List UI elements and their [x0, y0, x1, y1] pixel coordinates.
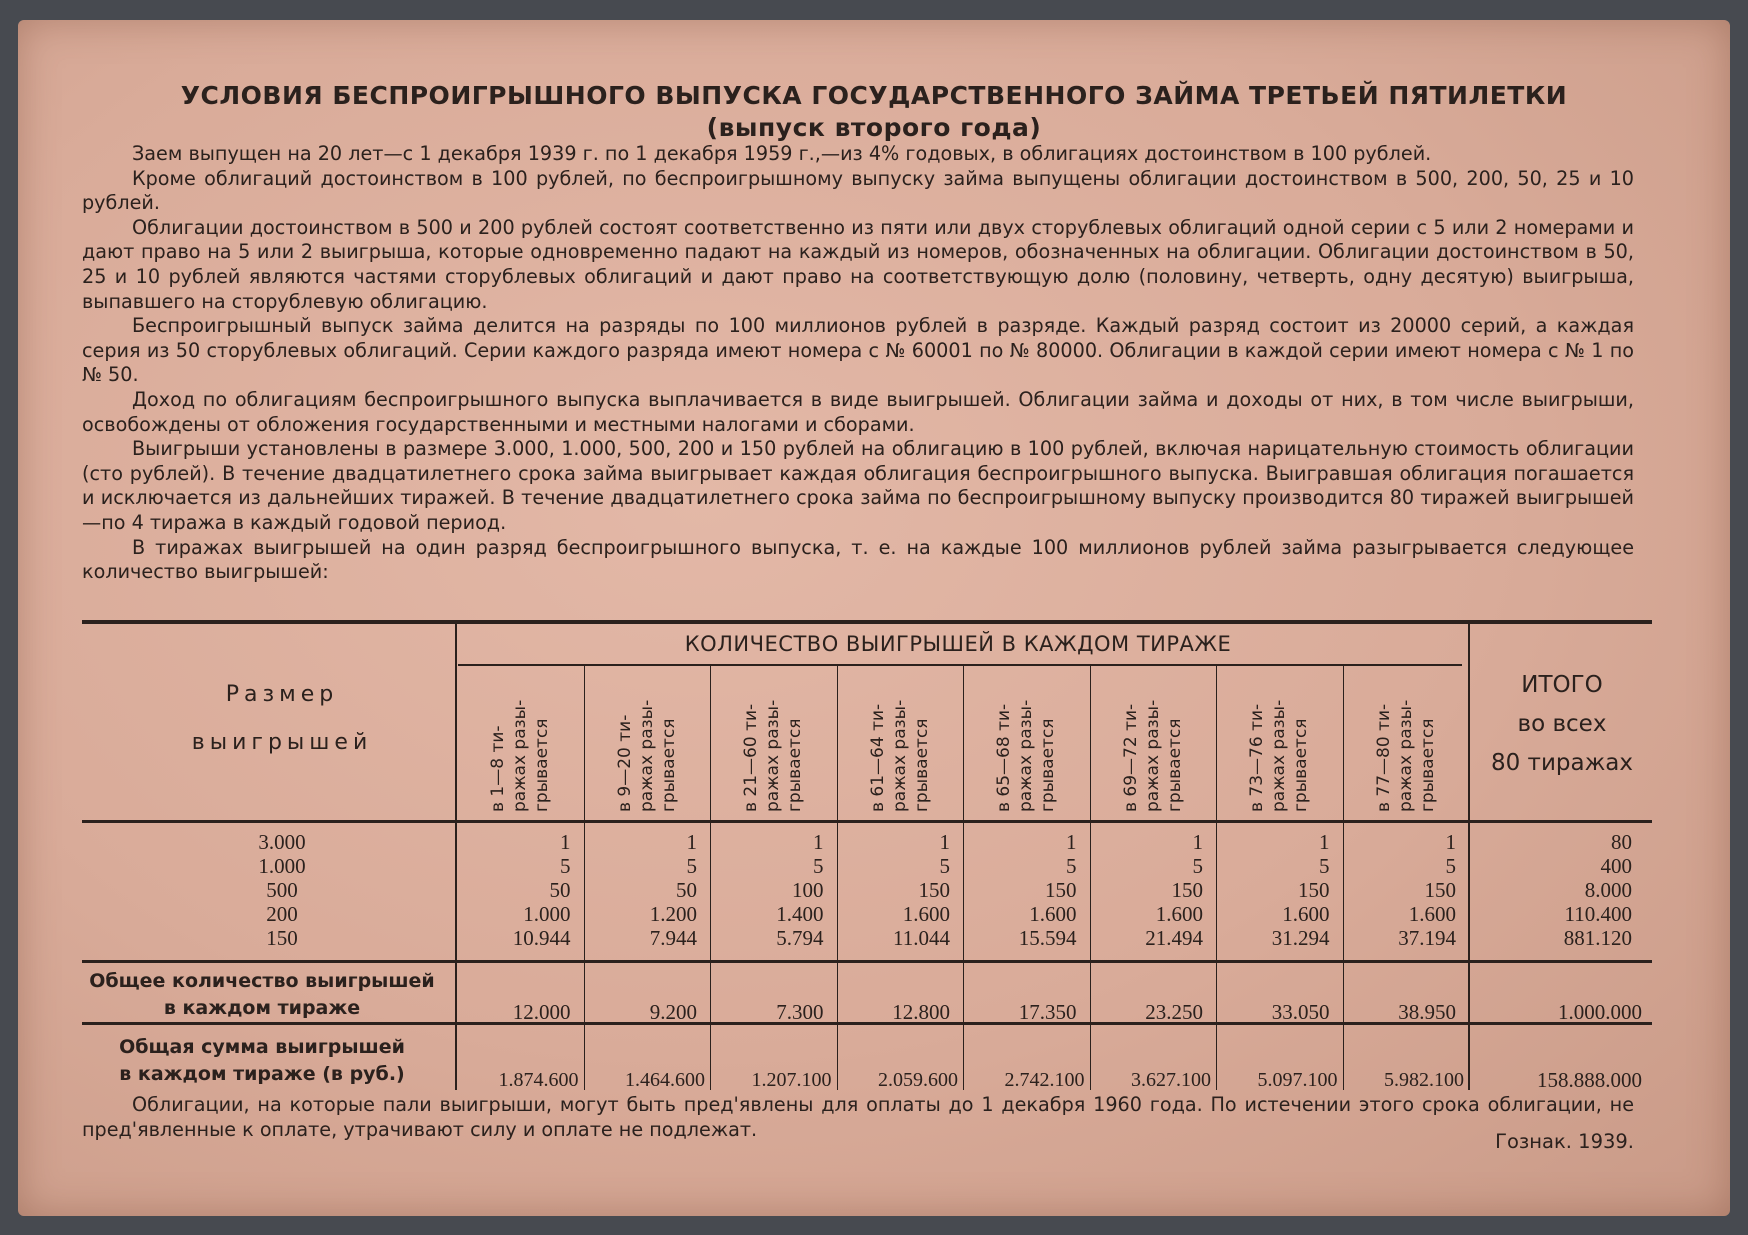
table-cell: 150 [1045, 878, 1077, 902]
row-total: 881.120 [1563, 926, 1632, 950]
total-header [1472, 666, 1652, 783]
table-cell: 31.294 [1271, 926, 1330, 950]
sum-cell: 1.874.600 [498, 1069, 579, 1091]
table-cell: 1 [939, 830, 950, 854]
table-cell: 150 [1424, 878, 1456, 902]
sum-label-line-2: в каждом тираже (в руб.) [119, 1063, 405, 1085]
sum-cell: 1.207.100 [751, 1069, 832, 1091]
table-cell: 150 [918, 878, 950, 902]
column-header-line: грывается [532, 718, 552, 812]
column-header-line: в 65—68 ти- [994, 703, 1014, 812]
column-header-line: ражах разы- [1269, 699, 1289, 812]
table-cell: 15.594 [1018, 926, 1077, 950]
row-prize-size: 200 [266, 902, 298, 926]
column-header [585, 668, 709, 812]
table-left-divider [455, 624, 457, 1090]
row-total: 400 [1600, 854, 1632, 878]
title-line: УСЛОВИЯ БЕСПРОИГРЫШНОГО ВЫПУСКА ГОСУДАРСТВЕННОГО ЗАЙМА ТРЕТЬЕЙ ПЯТИЛЕТКИ [180, 81, 1568, 110]
sum-cell: 2.059.600 [878, 1069, 958, 1091]
count-cell: 23.250 [1145, 1000, 1203, 1024]
table-cell: 1.600 [1282, 902, 1330, 926]
paragraph-term: Заем выпущен на 20 лет—с 1 декабря 1939 г. по 1 декабря 1959 г.,—из 4% годовых, в облигациях достоинством в 100 рублей. [132, 142, 1432, 165]
paragraph-series: Беспроигрышный выпуск займа делится на разряды по 100 миллионов рублей в разряде. Каждый разряд состоит из 20000 серий, а каждая серия из 50 сторублевых облигаций. Серии каждого разряда имеют номера с № 60001 по № 80000. Облигации в каждой серии имеют номера с № 1 по № 50. [82, 314, 1634, 387]
table-cell: 5 [1319, 854, 1330, 878]
paragraph-draws: В тиражах выигрышей на один разряд беспроигрышного выпуска, т. е. на каждые 100 миллионов рублей займа разыгрывается следующее количество выигрышей: [82, 535, 1634, 584]
count-cell: 33.050 [1271, 1000, 1330, 1024]
total-header-line-3: 80 тиражах [1490, 750, 1634, 776]
row-total: 110.400 [1564, 902, 1632, 926]
table-right-divider [1468, 624, 1470, 1090]
column-header [458, 668, 582, 812]
count-label-line-2: в каждом тираже [163, 997, 361, 1019]
table-cell: 5 [939, 854, 950, 878]
column-header-text [487, 668, 553, 812]
total-header-line-1: ИТОГО [1521, 672, 1603, 698]
footer-text [82, 1092, 1634, 1142]
table-cell: 1.200 [649, 902, 697, 926]
table-cell: 5 [686, 854, 697, 878]
table-cell: 1 [1319, 830, 1330, 854]
group-header: КОЛИЧЕСТВО ВЫИГРЫШЕЙ В КАЖДОМ ТИРАЖЕ [684, 632, 1232, 656]
count-cell: 9.200 [649, 1000, 697, 1024]
group-header-underline [458, 664, 1462, 666]
column-header-line: грывается [785, 718, 805, 812]
paragraph-winnings: Выигрыши установлены в размере 3.000, 1.000, 500, 200 и 150 рублей на облигацию в 100 рублей, включая нарицательную стоимость облигации (сто рублей). В течение двадцатилетнего срока займа выигрывает каждая облигация беспроигрышного выпуска. Выигравшая облигация погашается и исключается из дальнейших тиражей. В течение двадцатилетнего срока займа по беспроигрышному выпуску производится 80 тиражей выигрышей—по 4 тиража в каждый годовой период. [82, 437, 1634, 534]
winnings-table [82, 620, 1652, 1094]
column-header-line: грывается [1417, 718, 1438, 812]
sum-label-line-1: Общая сумма выигрышей [119, 1036, 405, 1058]
table-cell: 1.600 [902, 902, 950, 926]
row-total: 80 [1611, 830, 1632, 854]
column-header-text [614, 668, 680, 812]
column-header [711, 668, 835, 812]
column-header [964, 668, 1088, 812]
column-header-line: в 69—72 ти- [1120, 703, 1141, 812]
count-cell: 12.000 [512, 1000, 571, 1024]
table-cell: 10.944 [512, 926, 571, 950]
table-cell: 1 [1192, 830, 1203, 854]
table-cell: 150 [1171, 878, 1203, 902]
count-total: 1.000.000 [1558, 1000, 1642, 1024]
table-cell: 1.600 [1155, 902, 1203, 926]
row-total: 8.000 [1584, 878, 1632, 902]
row-prize-size: 500 [266, 878, 298, 902]
table-cell: 1 [686, 830, 697, 854]
count-cell: 38.950 [1398, 1000, 1456, 1024]
column-header-text [993, 668, 1059, 812]
column-header-line: в 1—8 ти- [488, 725, 508, 812]
table-cell: 1.000 [523, 902, 571, 926]
column-header-line: в 61—64 ти- [867, 703, 888, 812]
column-header-text [867, 668, 933, 812]
count-row-label [82, 968, 442, 1022]
table-cell: 100 [792, 878, 824, 902]
column-header-line: грывается [1291, 718, 1311, 812]
count-cell: 12.800 [892, 1000, 950, 1024]
column-header-text [1120, 668, 1186, 812]
table-cell: 11.044 [893, 926, 950, 950]
sum-cell: 5.982.100 [1384, 1069, 1464, 1091]
table-cell: 1 [1066, 830, 1077, 854]
table-cell: 5 [560, 854, 571, 878]
sum-cell: 1.464.600 [625, 1069, 705, 1091]
column-header-line: ражах разы- [889, 699, 910, 812]
count-cell: 7.300 [776, 1000, 824, 1024]
table-cell: 1.600 [1408, 902, 1456, 926]
column-header-line: ражах разы- [636, 699, 657, 812]
row-prize-size: 3.000 [258, 830, 306, 854]
column-header [1217, 668, 1341, 812]
sum-row-label [82, 1034, 442, 1088]
row-prize-size: 150 [266, 926, 298, 950]
count-label-line-1: Общее количество выигрышей [89, 970, 435, 992]
document-title [18, 80, 1730, 144]
table-cell: 7.944 [649, 926, 697, 950]
column-header-line: ражах разы- [510, 699, 530, 812]
table-header-divider [82, 820, 1652, 823]
table-cell: 1.600 [1029, 902, 1077, 926]
column-header [1344, 668, 1468, 812]
printer-imprint: Гознак. 1939. [1495, 1130, 1634, 1153]
column-header-line: в 77—80 ти- [1373, 703, 1394, 812]
column-header-line: ражах разы- [763, 699, 783, 812]
column-header-line: грывается [1038, 718, 1058, 812]
column-header-text [1373, 668, 1439, 812]
table-cell: 5 [1066, 854, 1077, 878]
table-cell: 5 [813, 854, 824, 878]
size-header-line-1: Размер [225, 682, 339, 707]
table-cell: 1.400 [776, 902, 824, 926]
subtitle-line: (выпуск второго года) [706, 113, 1042, 142]
footer-paragraph: Облигации, на которые пали выигрыши, могут быть пред'явлены для оплаты до 1 декабря 1960 года. По истечении этого срока облигации, не пред'явленные к оплате, утрачивают силу и оплате не подлежат. [82, 1093, 1634, 1141]
table-cell: 1 [1445, 830, 1456, 854]
table-cell: 5 [1192, 854, 1203, 878]
sum-total: 158.888.000 [1537, 1068, 1642, 1092]
table-cell: 5.794 [776, 926, 824, 950]
table-cell: 150 [1298, 878, 1330, 902]
sum-cell: 2.742.100 [1004, 1069, 1085, 1091]
column-header-line: грывается [911, 718, 932, 812]
bond-reverse-sheet [18, 20, 1730, 1216]
column-header-line: в 21—60 ти- [741, 703, 761, 812]
column-header-text [1246, 668, 1312, 812]
paragraph-denominations: Кроме облигаций достоинством в 100 рублей, по беспроигрышному выпуску займа выпущены облигации достоинством в 500, 200, 50, 25 и 10 рублей. [82, 166, 1634, 215]
table-cell: 5 [1445, 854, 1456, 878]
size-header-line-2: выигрышей [191, 730, 373, 755]
row-prize-size: 1.000 [258, 854, 306, 878]
column-header-line: ражах разы- [1016, 699, 1036, 812]
column-header [838, 668, 962, 812]
column-header-text [740, 668, 806, 812]
table-cell: 37.194 [1398, 926, 1456, 950]
table-cell: 21.494 [1145, 926, 1203, 950]
paragraph-composition: Облигации достоинством в 500 и 200 рублей состоят соответственно из пяти или двух сторублевых облигаций одной серии с 5 или 2 номерами и дают право на 5 или 2 выигрыша, которые одновременно падают на каждый из номеров, обозначенных на облигации. Облигации достоинством в 50, 25 и 10 рублей являются частями сторублевых облигаций и дают право на соответствующую долю (половину, четверть, одну десятую) выигрыша, выпавшего на сторублевую облигацию. [82, 215, 1634, 313]
conditions-text [82, 142, 1634, 585]
table-cell: 50 [676, 878, 697, 902]
column-header [1091, 668, 1215, 812]
table-count-divider [82, 960, 1652, 963]
table-cell: 1 [560, 830, 571, 854]
paragraph-income: Доход по облигациям беспроигрышного выпуска выплачивается в виде выигрышей. Облигации займа и доходы от них, в том числе выигрыши, освобождены от обложения государственными и местными налогами и сборами. [82, 387, 1634, 436]
count-cell: 17.350 [1018, 1000, 1077, 1024]
sum-cell: 3.627.100 [1131, 1069, 1211, 1091]
column-header-line: в 73—76 ти- [1247, 703, 1267, 812]
column-header-line: грывается [1164, 718, 1185, 812]
table-cell: 1 [813, 830, 824, 854]
column-header-line: грывается [658, 718, 679, 812]
column-header-line: в 9—20 ти- [614, 714, 635, 812]
total-header-line-2: во всех [1517, 711, 1607, 737]
sum-cell: 5.097.100 [1257, 1069, 1338, 1091]
column-header-line: ражах разы- [1142, 699, 1163, 812]
column-header-line: ражах разы- [1395, 699, 1416, 812]
table-cell: 50 [549, 878, 571, 902]
